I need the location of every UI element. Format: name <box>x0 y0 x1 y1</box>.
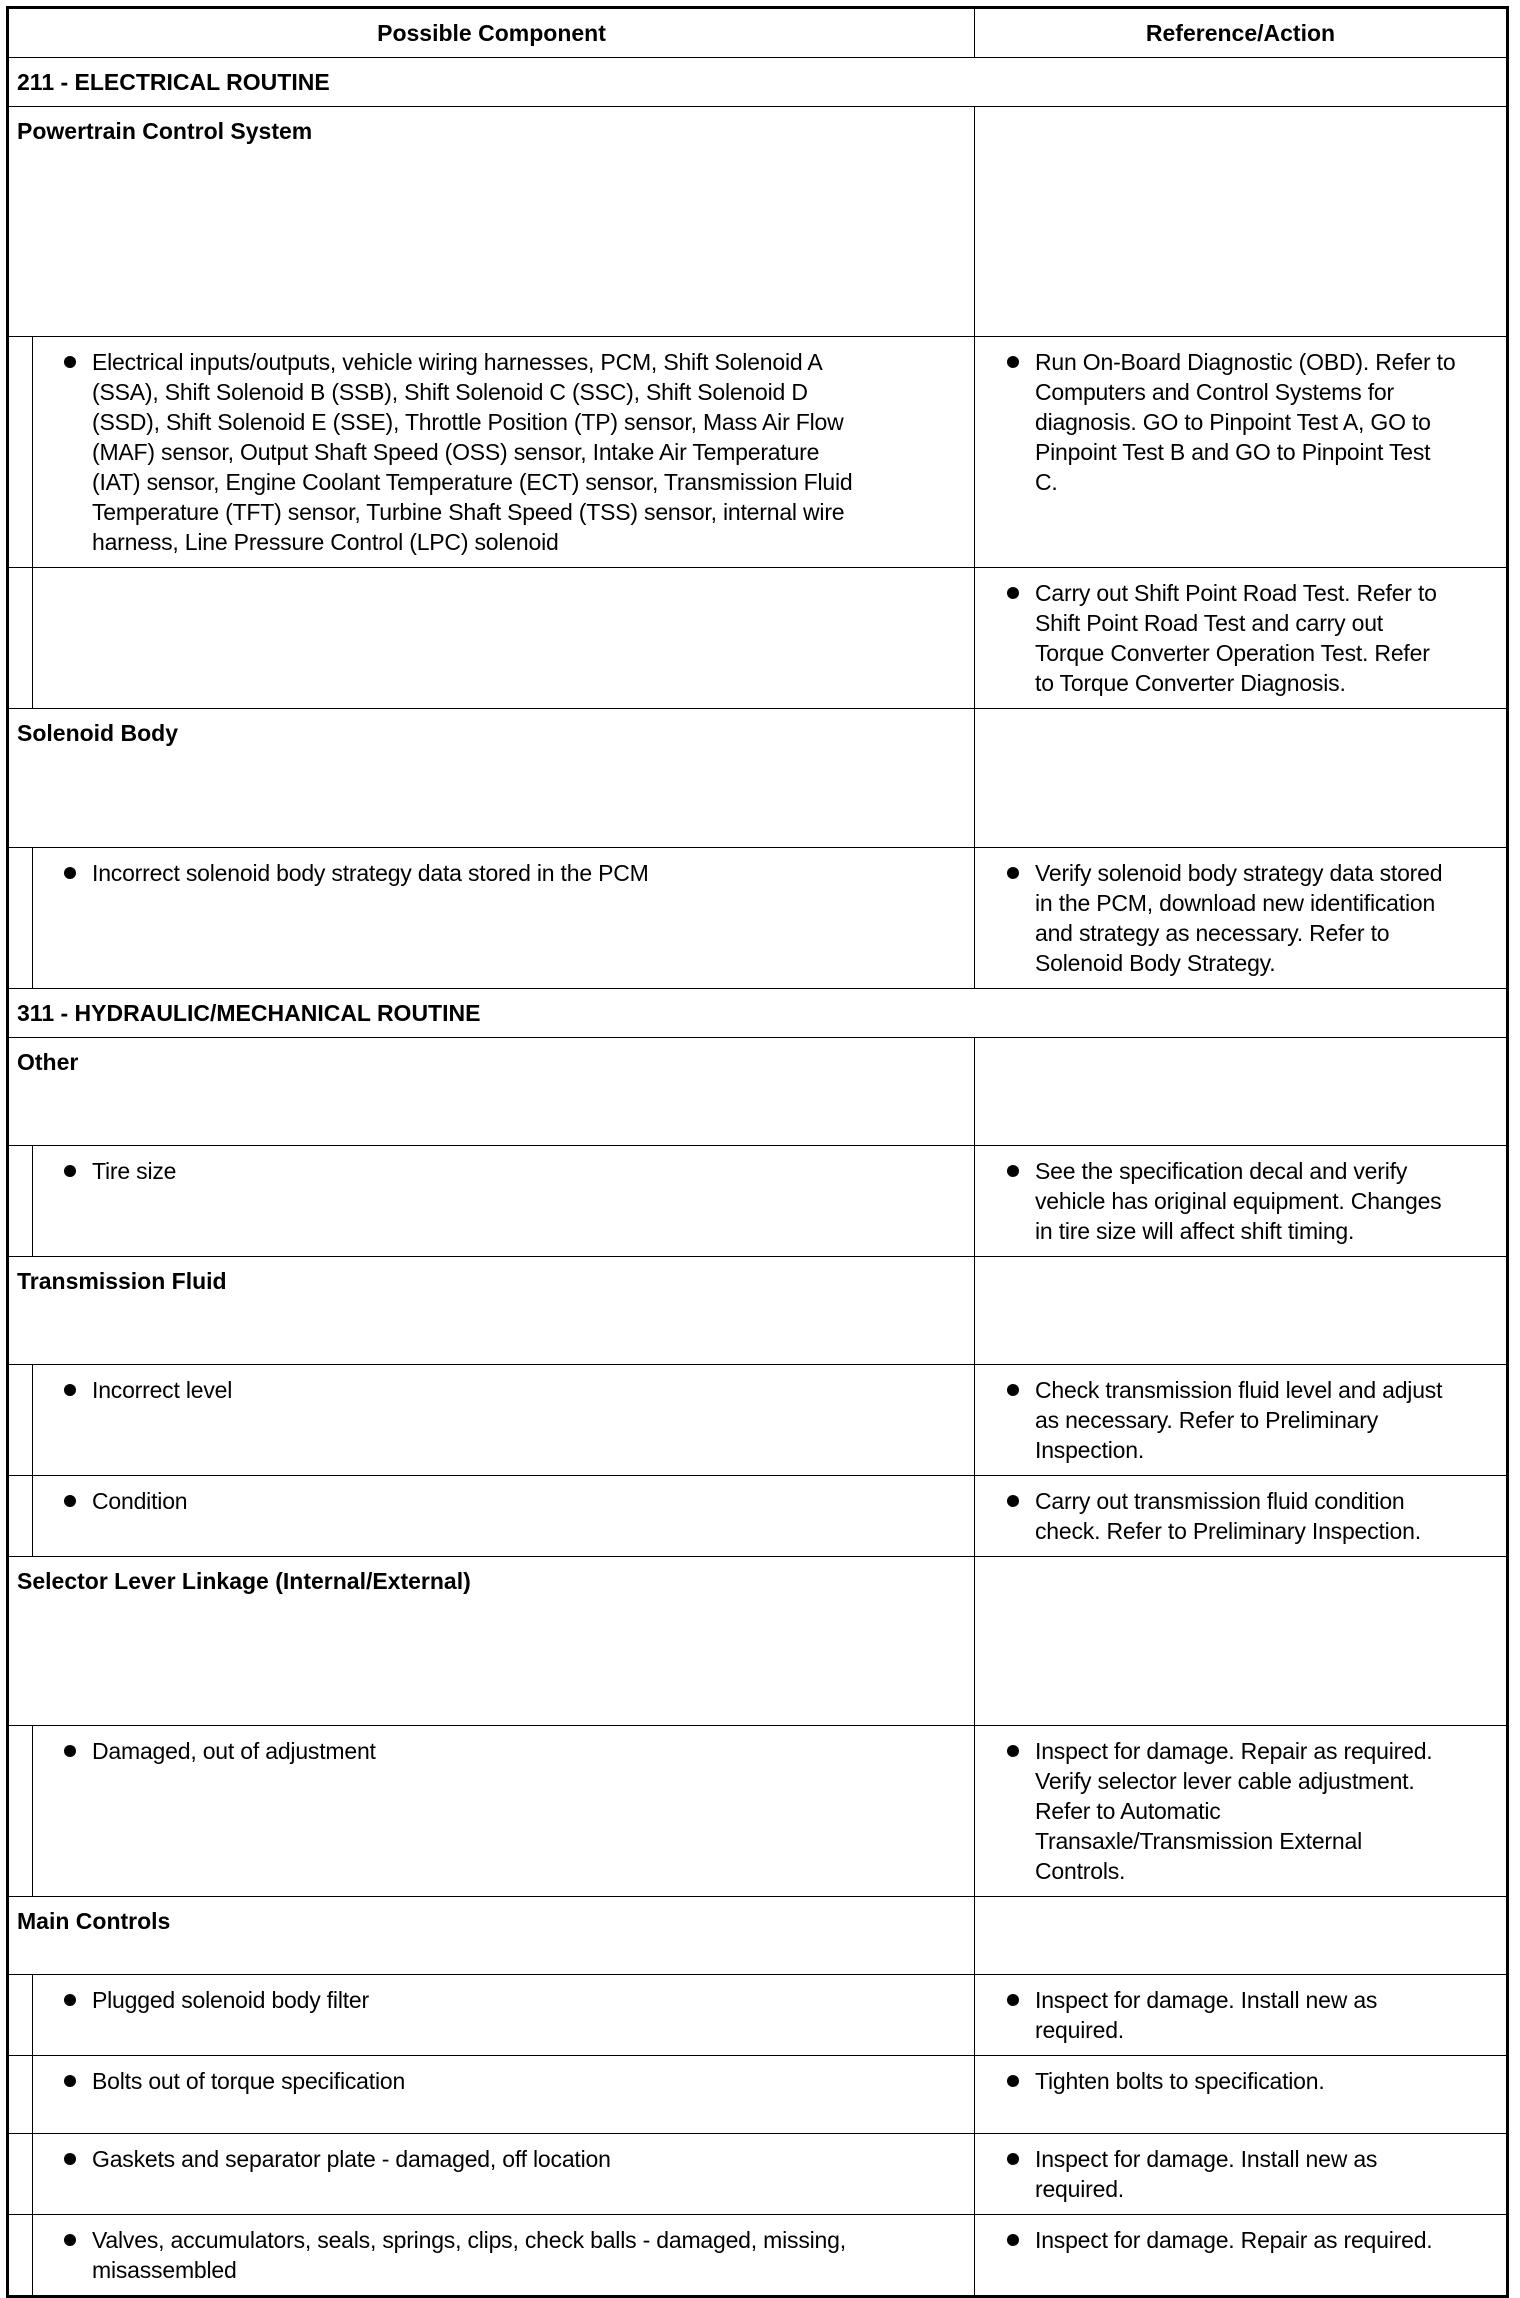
bullet-icon <box>64 2153 76 2165</box>
text-line: Plugged solenoid body filter <box>92 1987 369 2013</box>
component-cell <box>9 2056 975 2133</box>
indent-divider <box>32 848 33 988</box>
action-cell <box>975 1975 1506 2055</box>
text-line: See the specification decal and verify <box>1035 1158 1408 1184</box>
text-line: (SSA), Shift Solenoid B (SSB), Shift Solenoid C (SSC), Shift Solenoid D <box>92 379 808 405</box>
text-line: Tire size <box>92 1158 177 1184</box>
text-line: Controls. <box>1035 1858 1126 1884</box>
empty-cell <box>975 1897 1506 1974</box>
text-line: Torque Converter Operation Test. Refer <box>1035 640 1430 666</box>
text-line: in tire size will affect shift timing. <box>1035 1218 1355 1244</box>
action-item <box>1035 1476 1506 1556</box>
table-row <box>9 2214 1506 2295</box>
action-cell <box>975 2134 1506 2214</box>
text-line: (SSD), Shift Solenoid E (SSE), Throttle Position (TP) sensor, Mass Air Flow <box>92 409 844 435</box>
group-row <box>9 1896 1506 1974</box>
empty-cell <box>975 709 1506 847</box>
action-cell <box>975 2215 1506 2295</box>
text-line: Temperature (TFT) sensor, Turbine Shaft Speed (TSS) sensor, internal wire <box>92 499 845 525</box>
action-item <box>1035 1365 1506 1475</box>
component-item <box>92 1975 974 2025</box>
bullet-icon <box>1007 1165 1019 1177</box>
component-item <box>92 2056 974 2106</box>
text-line: Shift Point Road Test and carry out <box>1035 610 1383 636</box>
text-line: required. <box>1035 2017 1124 2043</box>
bullet-icon <box>64 2234 76 2246</box>
group-title: Powertrain Control System <box>9 107 975 336</box>
text-line: check. Refer to Preliminary Inspection. <box>1035 1518 1421 1544</box>
group-title: Solenoid Body <box>9 709 975 847</box>
bullet-icon <box>64 2075 76 2087</box>
text-line: required. <box>1035 2176 1124 2202</box>
table-row <box>9 847 1506 988</box>
action-cell <box>975 848 1506 988</box>
action-item <box>1035 568 1506 708</box>
text-line: Gaskets and separator plate - damaged, off location <box>92 2146 611 2172</box>
text-line: in the PCM, download new identification <box>1035 890 1436 916</box>
text-line: diagnosis. GO to Pinpoint Test A, GO to <box>1035 409 1431 435</box>
text-line: as necessary. Refer to Preliminary <box>1035 1407 1379 1433</box>
indent-divider <box>32 568 33 708</box>
action-cell <box>975 337 1506 567</box>
component-item <box>92 848 974 898</box>
text-line: Damaged, out of adjustment <box>92 1738 376 1764</box>
header-possible-component: Possible Component <box>9 9 975 57</box>
text-line: Solenoid Body Strategy. <box>1035 950 1276 976</box>
text-line: Carry out transmission fluid condition <box>1035 1488 1405 1514</box>
indent-divider <box>32 337 33 567</box>
component-cell <box>9 1726 975 1896</box>
group-row <box>9 1037 1506 1145</box>
text-line: Refer to Automatic <box>1035 1798 1221 1824</box>
group-row <box>9 708 1506 847</box>
indent-divider <box>32 1365 33 1475</box>
bullet-icon <box>64 1384 76 1396</box>
component-cell <box>9 848 975 988</box>
indent-divider <box>32 2215 33 2295</box>
empty-cell <box>975 1257 1506 1364</box>
component-item <box>92 337 974 567</box>
text-line: C. <box>1035 469 1058 495</box>
indent-divider <box>32 1975 33 2055</box>
component-cell <box>9 2134 975 2214</box>
component-item <box>92 2215 974 2295</box>
text-line: Tighten bolts to specification. <box>1035 2068 1325 2094</box>
action-cell <box>975 1146 1506 1256</box>
component-cell <box>9 1476 975 1556</box>
action-cell <box>975 1726 1506 1896</box>
text-line: Inspect for damage. Install new as <box>1035 1987 1378 2013</box>
component-item <box>92 2134 974 2184</box>
text-line: Bolts out of torque specification <box>92 2068 406 2094</box>
text-line: and strategy as necessary. Refer to <box>1035 920 1390 946</box>
bullet-icon <box>1007 1994 1019 2006</box>
section-title: 311 - HYDRAULIC/MECHANICAL ROUTINE <box>17 1000 481 1026</box>
bullet-icon <box>64 867 76 879</box>
table-row <box>9 1145 1506 1256</box>
component-cell <box>9 1975 975 2055</box>
header-reference-action: Reference/Action <box>1145 20 1336 46</box>
action-cell <box>975 1476 1506 1556</box>
text-line: Incorrect solenoid body strategy data stored in the PCM <box>92 860 649 886</box>
indent-divider <box>32 2134 33 2214</box>
action-item <box>1035 337 1506 507</box>
action-item <box>1035 1726 1506 1896</box>
component-cell <box>9 2215 975 2295</box>
table-row <box>9 2133 1506 2214</box>
empty-cell <box>975 1557 1506 1725</box>
component-cell <box>9 337 975 567</box>
indent-divider <box>32 1476 33 1556</box>
action-item <box>1035 2215 1506 2265</box>
action-item <box>1035 1975 1506 2055</box>
bullet-icon <box>1007 1495 1019 1507</box>
table-row <box>9 336 1506 567</box>
bullet-icon <box>1007 867 1019 879</box>
indent-divider <box>32 2056 33 2133</box>
action-item <box>1035 848 1506 988</box>
text-line: Inspect for damage. Repair as required. <box>1035 1738 1433 1764</box>
table-row <box>9 1475 1506 1556</box>
bullet-icon <box>64 1495 76 1507</box>
action-cell <box>975 1365 1506 1475</box>
empty-cell <box>975 107 1506 336</box>
indent-divider <box>32 1146 33 1256</box>
component-cell <box>9 568 975 708</box>
text-line: misassembled <box>92 2257 237 2283</box>
empty-cell <box>975 1038 1506 1145</box>
group-title: Transmission Fluid <box>9 1257 975 1364</box>
action-cell <box>975 568 1506 708</box>
bullet-icon <box>1007 2234 1019 2246</box>
group-row <box>9 106 1506 336</box>
text-line: Verify selector lever cable adjustment. <box>1035 1768 1415 1794</box>
table-row <box>9 1725 1506 1896</box>
group-row <box>9 1556 1506 1725</box>
text-line: Carry out Shift Point Road Test. Refer to <box>1035 580 1437 606</box>
action-item <box>1035 2134 1506 2214</box>
group-title: Selector Lever Linkage (Internal/External) <box>9 1557 975 1725</box>
text-line: Check transmission fluid level and adjust <box>1035 1377 1443 1403</box>
action-cell <box>975 2056 1506 2133</box>
group-title: Main Controls <box>9 1897 975 1974</box>
text-line: Run On-Board Diagnostic (OBD). Refer to <box>1035 349 1456 375</box>
component-cell <box>9 1146 975 1256</box>
table-row <box>9 2055 1506 2133</box>
section-title: 211 - ELECTRICAL ROUTINE <box>17 69 330 95</box>
text-line: (IAT) sensor, Engine Coolant Temperature (ECT) sensor, Transmission Fluid <box>92 469 853 495</box>
bullet-icon <box>64 1165 76 1177</box>
component-item <box>92 1476 974 1526</box>
text-line: Inspect for damage. Install new as <box>1035 2146 1378 2172</box>
group-title: Other <box>9 1038 975 1145</box>
text-line: Pinpoint Test B and GO to Pinpoint Test <box>1035 439 1431 465</box>
text-line: to Torque Converter Diagnosis. <box>1035 670 1346 696</box>
component-cell <box>9 1365 975 1475</box>
action-item <box>1035 2056 1506 2106</box>
text-line: Condition <box>92 1488 188 1514</box>
action-item <box>1035 1146 1506 1256</box>
table-row <box>9 567 1506 708</box>
section-row <box>9 57 1506 106</box>
text-line: vehicle has original equipment. Changes <box>1035 1188 1442 1214</box>
diagnosis-table <box>6 6 1509 2298</box>
table-row <box>9 1974 1506 2055</box>
group-row <box>9 1256 1506 1364</box>
bullet-icon <box>1007 587 1019 599</box>
text-line: Transaxle/Transmission External <box>1035 1828 1362 1854</box>
text-line: Inspect for damage. Repair as required. <box>1035 2227 1433 2253</box>
text-line: Valves, accumulators, seals, springs, clips, check balls - damaged, missing, <box>92 2227 846 2253</box>
bullet-icon <box>1007 1745 1019 1757</box>
indent-divider <box>32 1726 33 1896</box>
component-item <box>92 1146 974 1196</box>
component-item <box>92 1365 974 1415</box>
text-line: Inspection. <box>1035 1437 1145 1463</box>
bullet-icon <box>1007 356 1019 368</box>
text-line: Electrical inputs/outputs, vehicle wiring harnesses, PCM, Shift Solenoid A <box>92 349 823 375</box>
bullet-icon <box>1007 2075 1019 2087</box>
section-row <box>9 988 1506 1037</box>
bullet-icon <box>64 356 76 368</box>
component-item <box>92 1726 974 1776</box>
text-line: Verify solenoid body strategy data stored <box>1035 860 1443 886</box>
table-header <box>9 9 1506 57</box>
text-line: Computers and Control Systems for <box>1035 379 1394 405</box>
text-line: Incorrect level <box>92 1377 233 1403</box>
bullet-icon <box>64 1745 76 1757</box>
text-line: harness, Line Pressure Control (LPC) solenoid <box>92 529 559 555</box>
bullet-icon <box>64 1994 76 2006</box>
table-row <box>9 1364 1506 1475</box>
text-line: (MAF) sensor, Output Shaft Speed (OSS) sensor, Intake Air Temperature <box>92 439 820 465</box>
bullet-icon <box>1007 2153 1019 2165</box>
bullet-icon <box>1007 1384 1019 1396</box>
